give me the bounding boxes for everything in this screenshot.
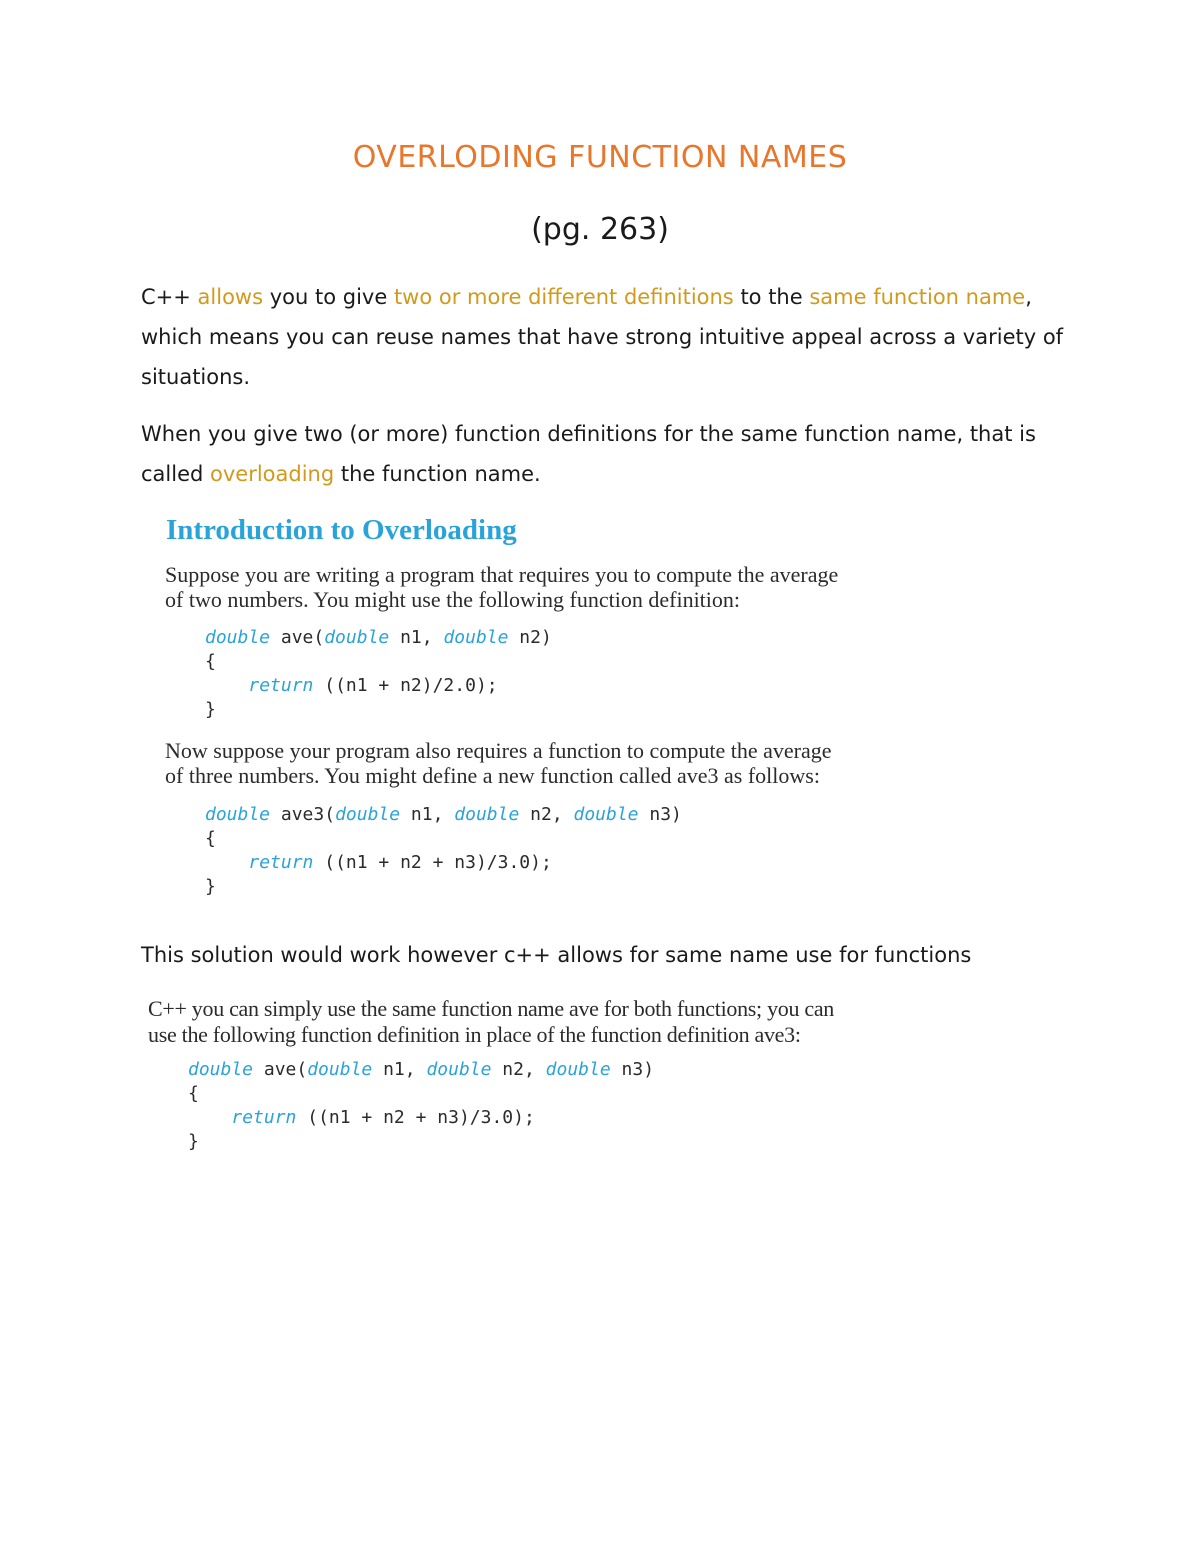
figure-text-line: of two numbers. You might use the following function definition: bbox=[165, 587, 741, 612]
text-run: When you give two (or more) function definitions for the same function name, that is called bbox=[141, 422, 1036, 486]
code-block-ave-overload bbox=[188, 1058, 654, 1154]
code-indent bbox=[205, 675, 248, 696]
keyword-double: double bbox=[307, 1059, 373, 1080]
code-token: ave( bbox=[253, 1059, 308, 1080]
code-token: n2, bbox=[519, 804, 574, 825]
figure-text-line: Now suppose your program also requires a function to compute the average bbox=[165, 738, 832, 763]
keyword-return: return bbox=[248, 852, 314, 873]
code-line: } bbox=[205, 699, 216, 720]
code-line bbox=[188, 1106, 654, 1130]
keyword-double: double bbox=[205, 804, 271, 825]
code-token: n3) bbox=[638, 804, 682, 825]
highlight-same-name: same function name bbox=[809, 285, 1026, 309]
code-token: n2) bbox=[508, 627, 552, 648]
text-run: to the bbox=[733, 285, 810, 309]
overload-example-figure bbox=[146, 994, 906, 1164]
page-reference: (pg. 263) bbox=[531, 212, 669, 247]
keyword-double: double bbox=[188, 1059, 254, 1080]
textbook-excerpt-figure bbox=[150, 510, 950, 910]
keyword-double: double bbox=[335, 804, 401, 825]
code-line: } bbox=[205, 876, 216, 897]
page-title: OVERLODING FUNCTION NAMES bbox=[352, 140, 848, 175]
keyword-double: double bbox=[324, 627, 390, 648]
figure-text-line: use the following function definition in place of the function definition ave3: bbox=[148, 1022, 801, 1047]
code-token: ((n1 + n2 + n3)/3.0); bbox=[313, 852, 552, 873]
text-run: C++ bbox=[141, 285, 198, 309]
figure-text-3 bbox=[148, 996, 834, 1048]
text-run: the function name. bbox=[334, 462, 541, 486]
text-run: you to give bbox=[263, 285, 394, 309]
text-run: , which means you can reuse names that have strong intuitive appeal across a variety of situations. bbox=[141, 285, 1064, 389]
code-line: { bbox=[205, 651, 216, 672]
code-token: n1, bbox=[400, 804, 455, 825]
keyword-return: return bbox=[231, 1107, 297, 1128]
code-token: n2, bbox=[491, 1059, 546, 1080]
code-token: n1, bbox=[389, 627, 444, 648]
keyword-return: return bbox=[248, 675, 314, 696]
code-indent bbox=[205, 852, 248, 873]
code-line bbox=[205, 851, 682, 875]
code-token: n3) bbox=[610, 1059, 655, 1080]
figure-text-2 bbox=[165, 738, 832, 788]
code-block-ave bbox=[205, 626, 552, 722]
highlight-definitions: two or more different definitions bbox=[393, 285, 734, 309]
highlight-allows: allows bbox=[197, 285, 264, 309]
code-block-ave3 bbox=[205, 803, 682, 899]
definition-paragraph bbox=[141, 414, 1071, 494]
code-indent bbox=[188, 1107, 231, 1128]
highlight-overloading: overloading bbox=[210, 462, 335, 486]
code-line bbox=[205, 626, 552, 650]
solution-paragraph: This solution would work however c++ allows for same name use for functions bbox=[141, 943, 972, 967]
figure-text-line: of three numbers. You might define a new function called ave3 as follows: bbox=[165, 763, 820, 788]
figure-text-1 bbox=[165, 562, 838, 612]
code-line: } bbox=[188, 1131, 199, 1152]
code-token: ((n1 + n2 + n3)/3.0); bbox=[296, 1107, 535, 1128]
figure-text-line: C++ you can simply use the same function name ave for both functions; you can bbox=[148, 996, 834, 1021]
keyword-double: double bbox=[426, 1059, 492, 1080]
keyword-double: double bbox=[443, 627, 509, 648]
figure-heading: Introduction to Overloading bbox=[166, 514, 517, 546]
keyword-double: double bbox=[454, 804, 520, 825]
intro-paragraph bbox=[141, 277, 1071, 397]
code-line: { bbox=[205, 828, 216, 849]
code-token: ave( bbox=[270, 627, 325, 648]
code-line: { bbox=[188, 1083, 199, 1104]
code-line bbox=[188, 1058, 654, 1082]
code-token: ((n1 + n2)/2.0); bbox=[313, 675, 498, 696]
figure-text-line: Suppose you are writing a program that requires you to compute the average bbox=[165, 562, 839, 587]
keyword-double: double bbox=[545, 1059, 611, 1080]
keyword-double: double bbox=[205, 627, 271, 648]
code-line bbox=[205, 674, 552, 698]
keyword-double: double bbox=[573, 804, 639, 825]
code-token: n1, bbox=[372, 1059, 427, 1080]
code-token: ave3( bbox=[270, 804, 336, 825]
code-line bbox=[205, 803, 682, 827]
